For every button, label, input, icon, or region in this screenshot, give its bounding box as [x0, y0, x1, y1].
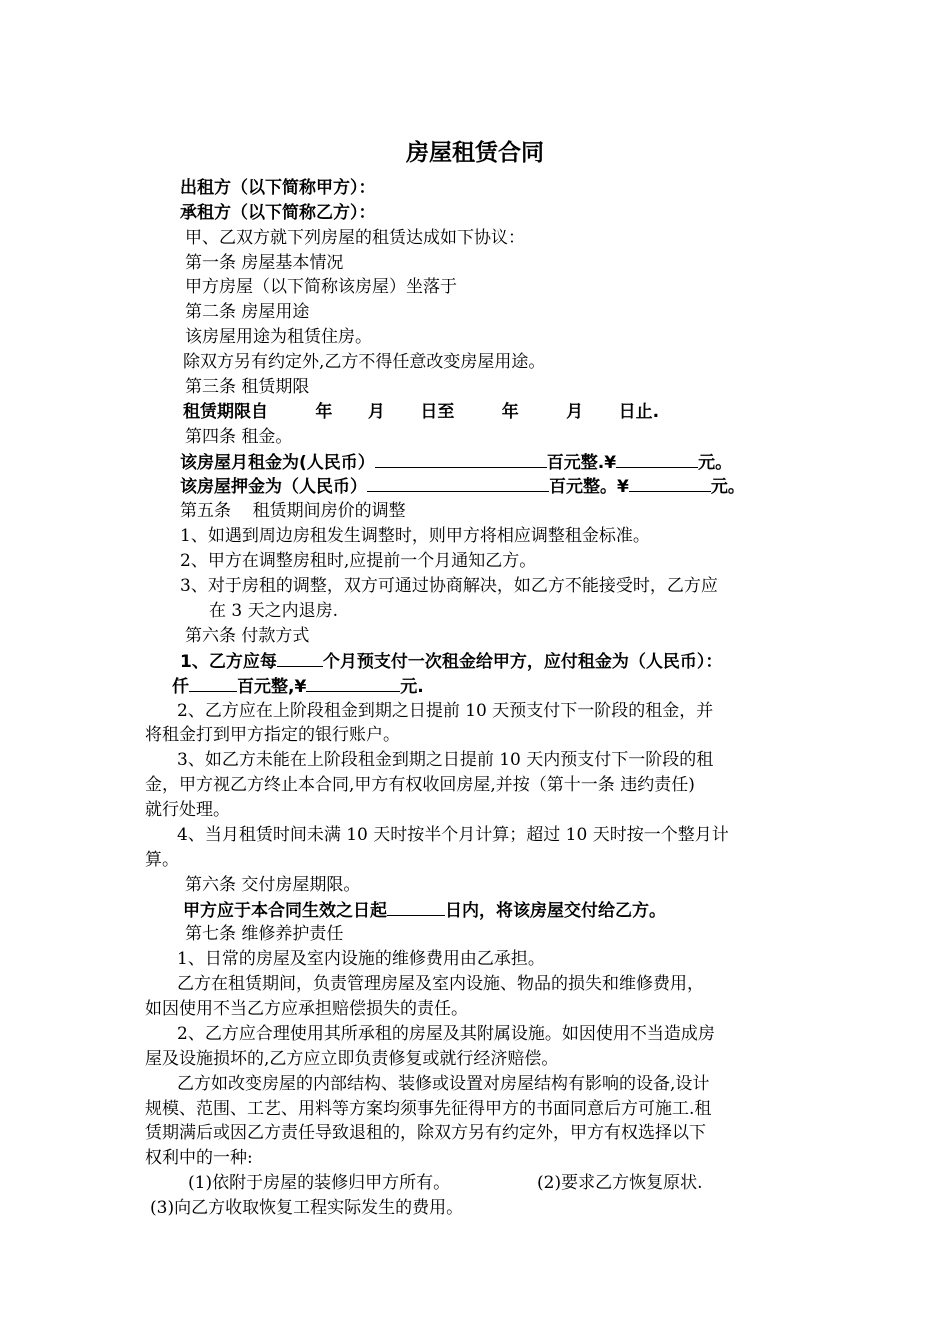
article-6-item-2-line-1: 2、乙方应在上阶段租金到期之日提前 10 天预支付下一阶段的租金，并 — [177, 701, 714, 721]
intro-text: 甲、乙双方就下列房屋的租赁达成如下协议： — [185, 228, 525, 248]
monthly-rent-mid: 百元整.¥ — [546, 453, 617, 473]
payment-yuan-blank — [306, 674, 400, 692]
article-7-para-2-line-4: 权利中的一种: — [145, 1148, 253, 1168]
payment-prefix: 1、乙方应每 — [180, 652, 277, 672]
delivery-suffix: 日内，将该房屋交付给乙方。 — [445, 901, 666, 921]
article-6-item-3-line-3: 就行处理。 — [145, 800, 230, 820]
article-6-item-2-line-2: 将租金打到甲方指定的银行账户。 — [145, 725, 400, 745]
article-7-item-2-line-1: 2、乙方应合理使用其所承租的房屋及其附属设施。如因使用不当造成房 — [177, 1024, 715, 1044]
payment-thousand-label: 仟 — [172, 677, 189, 697]
article-2-text-1: 该房屋用途为租赁住房。 — [185, 327, 372, 347]
article-2-heading: 第二条 房屋用途 — [185, 302, 310, 322]
delivery-term-line — [183, 898, 666, 922]
article-5-item-3-line-2: 在 3 天之内退房. — [209, 601, 339, 621]
document-title: 房屋租赁合同 — [406, 140, 544, 166]
article-6-item-3-line-1: 3、如乙方未能在上阶段租金到期之日提前 10 天内预支付下一阶段的租 — [177, 750, 714, 770]
article-5-item-2: 2、甲方在调整房租时,应提前一个月通知乙方。 — [180, 551, 537, 571]
article-5-item-1: 1、如遇到周边房租发生调整时，则甲方将相应调整租金标准。 — [180, 526, 650, 546]
deposit-line — [180, 474, 745, 498]
article-4-heading: 第四条 租金。 — [185, 427, 293, 447]
article-7-para-2-line-2: 规模、范围、工艺、用料等方案均须事先征得甲方的书面同意后方可施工.租 — [145, 1099, 712, 1119]
payment-suffix: 元. — [400, 677, 424, 697]
payment-hundred-label: 百元整,¥ — [237, 677, 307, 697]
option-2: (2)要求乙方恢复原状. — [537, 1173, 703, 1193]
article-7-para-2-line-1: 乙方如改变房屋的内部结构、装修或设置对房屋结构有影响的设备,设计 — [177, 1074, 710, 1094]
article-1-text: 甲方房屋（以下简称该房屋）坐落于 — [185, 277, 457, 297]
party-a-line: 出租方（以下简称甲方）： — [180, 178, 376, 198]
delivery-prefix: 甲方应于本合同生效之日起 — [183, 901, 387, 921]
deposit-yuan-blank — [629, 474, 711, 492]
deposit-amount-blank — [367, 474, 549, 492]
article-6-item-1-line-1 — [180, 649, 722, 673]
article-7-para-2-line-3: 赁期满后或因乙方责任导致退租的，除双方另有约定外，甲方有权选择以下 — [145, 1123, 706, 1143]
article-1-heading: 第一条 房屋基本情况 — [185, 253, 344, 273]
article-7-para-1-line-1: 乙方在租赁期间，负责管理房屋及室内设施、物品的损失和维修费用， — [177, 974, 704, 994]
article-6-item-3-line-2: 金，甲方视乙方终止本合同,甲方有权收回房屋,并按（第十一条 违约责任) — [145, 775, 695, 795]
article-7-item-2-line-2: 屋及设施损坏的,乙方应立即负责修复或就行经济赔偿。 — [145, 1049, 559, 1069]
article-6-item-4-line-1: 4、当月租赁时间未满 10 天时按半个月计算；超过 10 天时按一个整月计 — [177, 825, 729, 845]
monthly-rent-yuan-blank — [616, 450, 698, 468]
article-3-term: 租赁期限自 年 月 日至 年 月 日止. — [183, 402, 660, 422]
article-6b-heading: 第六条 交付房屋期限。 — [185, 875, 361, 895]
monthly-rent-amount-blank — [375, 450, 547, 468]
deposit-suffix: 元。 — [710, 477, 745, 497]
payment-months-blank — [277, 649, 323, 667]
monthly-rent-line — [180, 450, 732, 474]
payment-thousand-blank — [189, 674, 237, 692]
article-6-item-4-line-2: 算。 — [145, 850, 179, 870]
article-7-para-1-line-2: 如因使用不当乙方应承担赔偿损失的责任。 — [145, 999, 468, 1019]
article-6-heading: 第六条 付款方式 — [185, 626, 310, 646]
article-3-heading: 第三条 租赁期限 — [185, 377, 310, 397]
monthly-rent-suffix: 元。 — [698, 453, 733, 473]
article-5-heading: 第五条 租赁期间房价的调整 — [180, 501, 406, 521]
article-6-item-1-line-2 — [172, 674, 424, 698]
delivery-days-blank — [387, 898, 445, 916]
article-7-heading: 第七条 维修养护责任 — [185, 924, 344, 944]
article-5-item-3-line-1: 3、对于房租的调整，双方可通过协商解决，如乙方不能接受时，乙方应 — [180, 576, 718, 596]
article-2-text-2: 除双方另有约定外,乙方不得任意改变房屋用途。 — [183, 352, 546, 372]
payment-mid: 个月预支付一次租金给甲方，应付租金为（人民币）： — [322, 652, 723, 672]
deposit-mid: 百元整。¥ — [549, 477, 629, 497]
party-b-line: 承租方（以下简称乙方）： — [180, 203, 376, 223]
article-7-item-1: 1、日常的房屋及室内设施的维修费用由乙承担。 — [177, 949, 545, 969]
monthly-rent-prefix: 该房屋月租金为(人民币） — [180, 453, 375, 473]
option-1: (1)依附于房屋的装修归甲方所有。 — [188, 1173, 451, 1193]
deposit-prefix: 该房屋押金为（人民币） — [180, 477, 367, 497]
option-3: (3)向乙方收取恢复工程实际发生的费用。 — [150, 1198, 464, 1218]
